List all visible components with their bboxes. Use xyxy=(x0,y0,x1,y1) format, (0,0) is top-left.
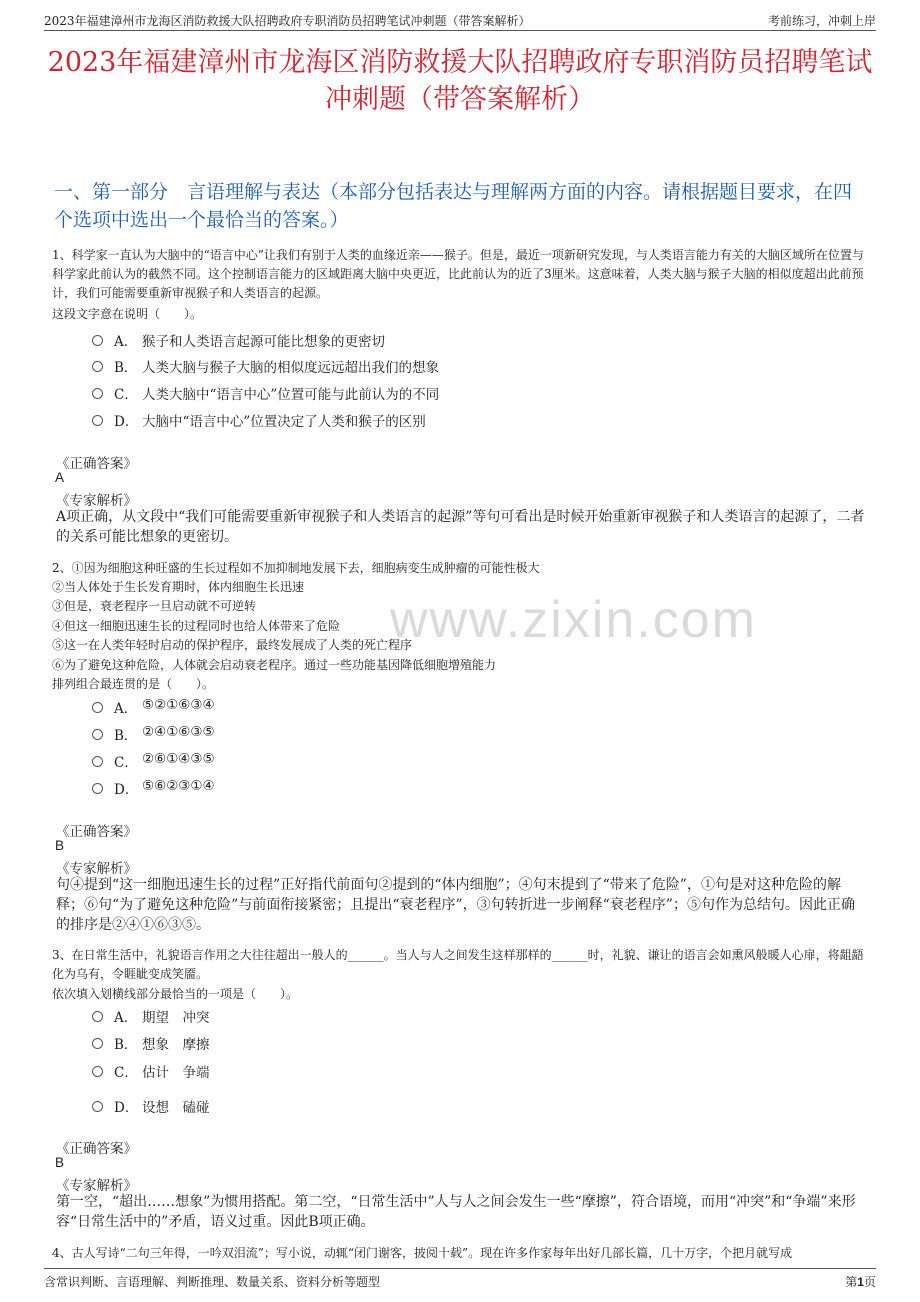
radio-icon[interactable] xyxy=(92,1011,103,1022)
page-header xyxy=(44,10,876,31)
option-text: ②⑥①④③⑤ xyxy=(142,751,215,767)
option-key: D． xyxy=(114,782,139,798)
question-1-analysis: A项正确，从文段中“我们可能需要重新审视猴子和人类语言的起源”等句可看出是时候开始重新审视猴子和人类语言的起源了，二者的关系可能比想象的更密切。 xyxy=(56,509,865,545)
option-key: A． xyxy=(114,1010,138,1026)
question-3-stem: 3、在日常生活中，礼貌语言作用之大往往超出一般人的______。当人与人之间发生这样那样的______时，礼貌、谦让的语言会如熏风般暖人心扉，将龃龉化为乌有，令睚眦变成笑靥。 xyxy=(52,948,864,981)
radio-icon[interactable] xyxy=(92,361,103,372)
option-key: A． xyxy=(114,701,138,717)
option-key: C． xyxy=(114,1065,138,1081)
section-heading: 一、第一部分 言语理解与表达（本部分包括表达与理解两方面的内容。请根据题目要求，在四个选项中选出一个最恰当的答案。） xyxy=(54,181,853,231)
option-text: ⑤②①⑥③④ xyxy=(142,697,215,713)
radio-icon[interactable] xyxy=(92,1101,103,1112)
header-slogan: 考前练习，冲刺上岸 xyxy=(767,14,876,28)
option-text: 期望 冲突 xyxy=(142,1010,210,1026)
radio-icon[interactable] xyxy=(92,756,103,767)
answer-label: 《正确答案》 xyxy=(56,456,137,472)
question-2-answer: B xyxy=(55,838,65,853)
question-2-line: ⑤这一在人类年轻时启动的保护程序，最终发展成了人类的死亡程序 xyxy=(52,638,413,652)
question-2-line: ④但这一细胞迅速生长的过程同时也给人体带来了危险 xyxy=(52,619,341,633)
page-number-value: 1 xyxy=(857,1275,864,1289)
question-2-line: ⑥为了避免这种危险，人体就会启动衰老程序。通过一些功能基因降低细胞增殖能力 xyxy=(52,658,497,672)
question-1-stem: 1、科学家一直认为大脑中的“语言中心”让我们有别于人类的血缘近亲——猴子。但是，最近一项新研究发现，与人类语言能力有关的大脑区域所在位置与科学家此前认为的截然不同。这个控制语言能力的区域距离大脑中央更近，比此前认为的近了3厘米。这意味着，人类大脑与猴子大脑的相似度超出此前预计，我们可能需要重新审视猴子和人类语言的起源。 xyxy=(52,248,864,300)
analysis-label: 《专家解析》 xyxy=(56,861,137,877)
question-1-prompt: 这段文字意在说明（ ）。 xyxy=(52,307,203,321)
answer-label: 《正确答案》 xyxy=(56,824,137,840)
question-4-stem: 4、古人写诗“二句三年得，一吟双泪流”；写小说，动辄“闭门谢客，披阅十载”。现在许多作家每年出好几部长篇，几十万字，个把月就写成 xyxy=(52,1246,793,1260)
option-text: 想象 摩擦 xyxy=(142,1037,210,1053)
radio-icon[interactable] xyxy=(92,388,103,399)
option-key: B． xyxy=(114,728,138,744)
question-3-answer: B xyxy=(55,1155,65,1170)
option-text: 人类大脑中“语言中心”位置可能与此前认为的不同 xyxy=(142,387,440,403)
question-2-prompt: 排列组合最连贯的是（ ）。 xyxy=(52,677,215,691)
option-text: 大脑中“语言中心”位置决定了人类和猴子的区别 xyxy=(142,414,426,430)
option-text: ②④①⑥③⑤ xyxy=(142,724,215,740)
header-title: 2023年福建漳州市龙海区消防救援大队招聘政府专职消防员招聘笔试冲刺题（带答案解析） xyxy=(44,14,531,28)
radio-icon[interactable] xyxy=(92,1066,103,1077)
option-text: 人类大脑与猴子大脑的相似度远远超出我们的想象 xyxy=(142,360,439,376)
radio-icon[interactable] xyxy=(92,729,103,740)
analysis-label: 《专家解析》 xyxy=(56,1178,137,1194)
question-3-analysis: 第一空，“超出……想象”为惯用搭配。第二空，“日常生活中”人与人之间会发生一些“摩擦”，符合语境，而用“冲突”和“争端”来形容“日常生活中的”矛盾，语义过重。因此B项正确。 xyxy=(56,1194,856,1230)
option-text: 设想 磕碰 xyxy=(142,1100,210,1116)
question-2-line: ③但是，衰老程序一旦启动就不可逆转 xyxy=(52,599,257,613)
question-2-line: ②当人体处于生长发育期时，体内细胞生长迅速 xyxy=(52,580,305,594)
option-key: C． xyxy=(114,755,138,771)
option-key: B． xyxy=(114,360,138,376)
page-footer xyxy=(44,1268,876,1293)
option-text: 估计 争端 xyxy=(142,1065,210,1081)
option-key: C． xyxy=(114,387,138,403)
option-text: 猴子和人类语言起源可能比想象的更密切 xyxy=(142,334,385,350)
option-key: A． xyxy=(114,334,138,350)
radio-icon[interactable] xyxy=(92,783,103,794)
page-suffix: 页 xyxy=(863,1275,876,1289)
page-number xyxy=(845,1273,876,1290)
radio-icon[interactable] xyxy=(92,702,103,713)
radio-icon[interactable] xyxy=(92,1038,103,1049)
question-2-line: 2、①因为细胞这种旺盛的生长过程如不加抑制地发展下去，细胞病变生成肿瘤的可能性极大 xyxy=(52,561,540,575)
option-text: ⑤⑥②③①④ xyxy=(142,778,215,794)
radio-icon[interactable] xyxy=(92,415,103,426)
page-prefix: 第 xyxy=(845,1275,858,1289)
question-3-prompt: 依次填入划横线部分最恰当的一项是（ ）。 xyxy=(52,987,299,1001)
option-key: D． xyxy=(114,414,139,430)
answer-label: 《正确答案》 xyxy=(56,1141,137,1157)
document-title: 2023年福建漳州市龙海区消防救援大队招聘政府专职消防员招聘笔试冲刺题（带答案解析） xyxy=(47,47,873,115)
option-key: B． xyxy=(114,1037,138,1053)
question-2-analysis: 句④提到“这一细胞迅速生长的过程”正好指代前面句②提到的“体内细胞”；④句末提到了“带来了危险”，①句是对这种危险的解释；⑥句“为了避免这种危险”与前面衔接紧密；且提出“衰老程序”，③句转折进一步阐释“衰老程序”；⑤句作为总结句。因此正确的排序是②④①⑥③⑤。 xyxy=(56,877,855,933)
radio-icon[interactable] xyxy=(92,335,103,346)
option-key: D． xyxy=(114,1100,139,1116)
question-1-answer: A xyxy=(55,470,65,485)
footer-note: 含常识判断、言语理解、判断推理、数量关系、资料分析等题型 xyxy=(44,1275,381,1289)
analysis-label: 《专家解析》 xyxy=(56,493,137,509)
watermark: www.zixin.com xyxy=(390,591,757,649)
